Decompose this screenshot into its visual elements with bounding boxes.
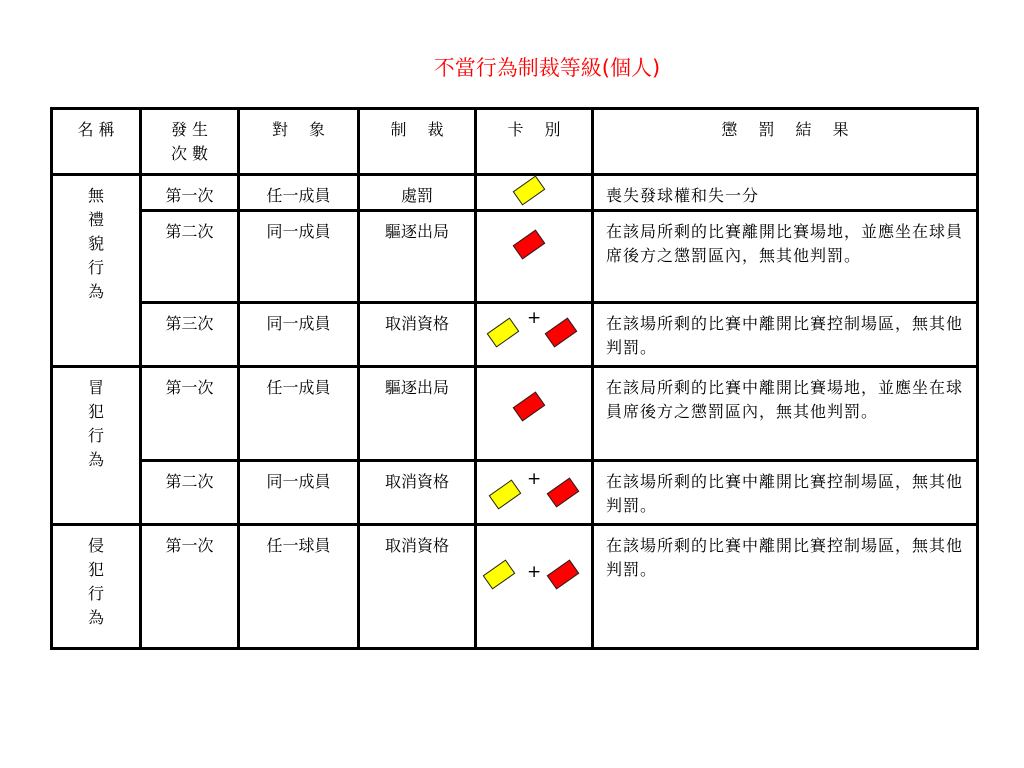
target-cell: 同一成員 <box>239 303 359 367</box>
sanction-cell: 取消資格 <box>359 303 476 367</box>
red-card-icon <box>547 478 580 508</box>
target-cell: 任一成員 <box>239 367 359 461</box>
header-sanction: 制 裁 <box>359 109 476 175</box>
sanction-cell: 取消資格 <box>359 461 476 525</box>
header-card: 卡 別 <box>476 109 593 175</box>
result-cell: 在該局所剩的比賽離開比賽場地，並應坐在球員席後方之懲罰區內，無其他判罰。 <box>593 211 978 303</box>
result-cell: 在該場所剩的比賽中離開比賽控制場區，無其他判罰。 <box>593 461 978 525</box>
header-occurrence <box>141 109 239 175</box>
occurrence-cell: 第一次 <box>141 175 239 211</box>
target-cell: 同一成員 <box>239 211 359 303</box>
group-name: 冒犯行為 <box>87 378 104 469</box>
yellow-card-icon <box>513 176 546 206</box>
target-cell: 任一成員 <box>239 175 359 211</box>
occurrence-cell: 第三次 <box>141 303 239 367</box>
header-name: 名 稱 <box>52 109 141 175</box>
card-cell <box>476 211 593 303</box>
occurrence-cell: 第二次 <box>141 461 239 525</box>
occurrence-cell: 第一次 <box>141 367 239 461</box>
header-occurrence-label: 發 生 次 數 <box>170 120 209 163</box>
header-row <box>52 109 978 175</box>
sanction-cell: 驅逐出局 <box>359 367 476 461</box>
plus-sign: + <box>527 469 542 489</box>
result-cell: 在該局所剩的比賽中離開比賽場地，並應坐在球員席後方之懲罰區內，無其他判罰。 <box>593 367 978 461</box>
header-result: 懲 罰 結 果 <box>593 109 978 175</box>
sanction-cell: 處罰 <box>359 175 476 211</box>
red-card-icon <box>547 560 580 590</box>
red-card-icon <box>513 392 546 422</box>
target-cell: 同一成員 <box>239 461 359 525</box>
group-name-cell <box>52 367 141 525</box>
occurrence-cell: 第二次 <box>141 211 239 303</box>
plus-sign: + <box>527 308 542 328</box>
group-name: 無禮貌行為 <box>87 186 104 301</box>
result-cell: 喪失發球權和失一分 <box>593 175 978 211</box>
table-row <box>52 175 978 211</box>
card-cell <box>476 525 593 649</box>
table-row <box>52 211 978 303</box>
red-card-icon <box>513 230 546 260</box>
yellow-card-icon <box>487 318 520 348</box>
result-cell: 在該場所剩的比賽中離開比賽控制場區，無其他判罰。 <box>593 525 978 649</box>
group-name-cell <box>52 525 141 649</box>
occurrence-cell: 第一次 <box>141 525 239 649</box>
sanctions-table <box>50 107 979 650</box>
target-cell: 任一球員 <box>239 525 359 649</box>
plus-sign: + <box>527 562 542 582</box>
result-cell: 在該場所剩的比賽中離開比賽控制場區，無其他判罰。 <box>593 303 978 367</box>
yellow-card-icon <box>483 560 516 590</box>
table-row <box>52 461 978 525</box>
page-title: 不當行為制裁等級(個人) <box>433 56 661 80</box>
table-row <box>52 525 978 649</box>
card-cell <box>476 367 593 461</box>
card-cell <box>476 175 593 211</box>
sanction-cell: 取消資格 <box>359 525 476 649</box>
header-target: 對 象 <box>239 109 359 175</box>
card-cell <box>476 303 593 367</box>
group-name-cell <box>52 175 141 367</box>
yellow-card-icon <box>489 480 522 510</box>
table-row <box>52 303 978 367</box>
group-name: 侵犯行為 <box>87 536 104 627</box>
table-row <box>52 367 978 461</box>
sanction-cell: 驅逐出局 <box>359 211 476 303</box>
card-cell <box>476 461 593 525</box>
red-card-icon <box>545 318 578 348</box>
